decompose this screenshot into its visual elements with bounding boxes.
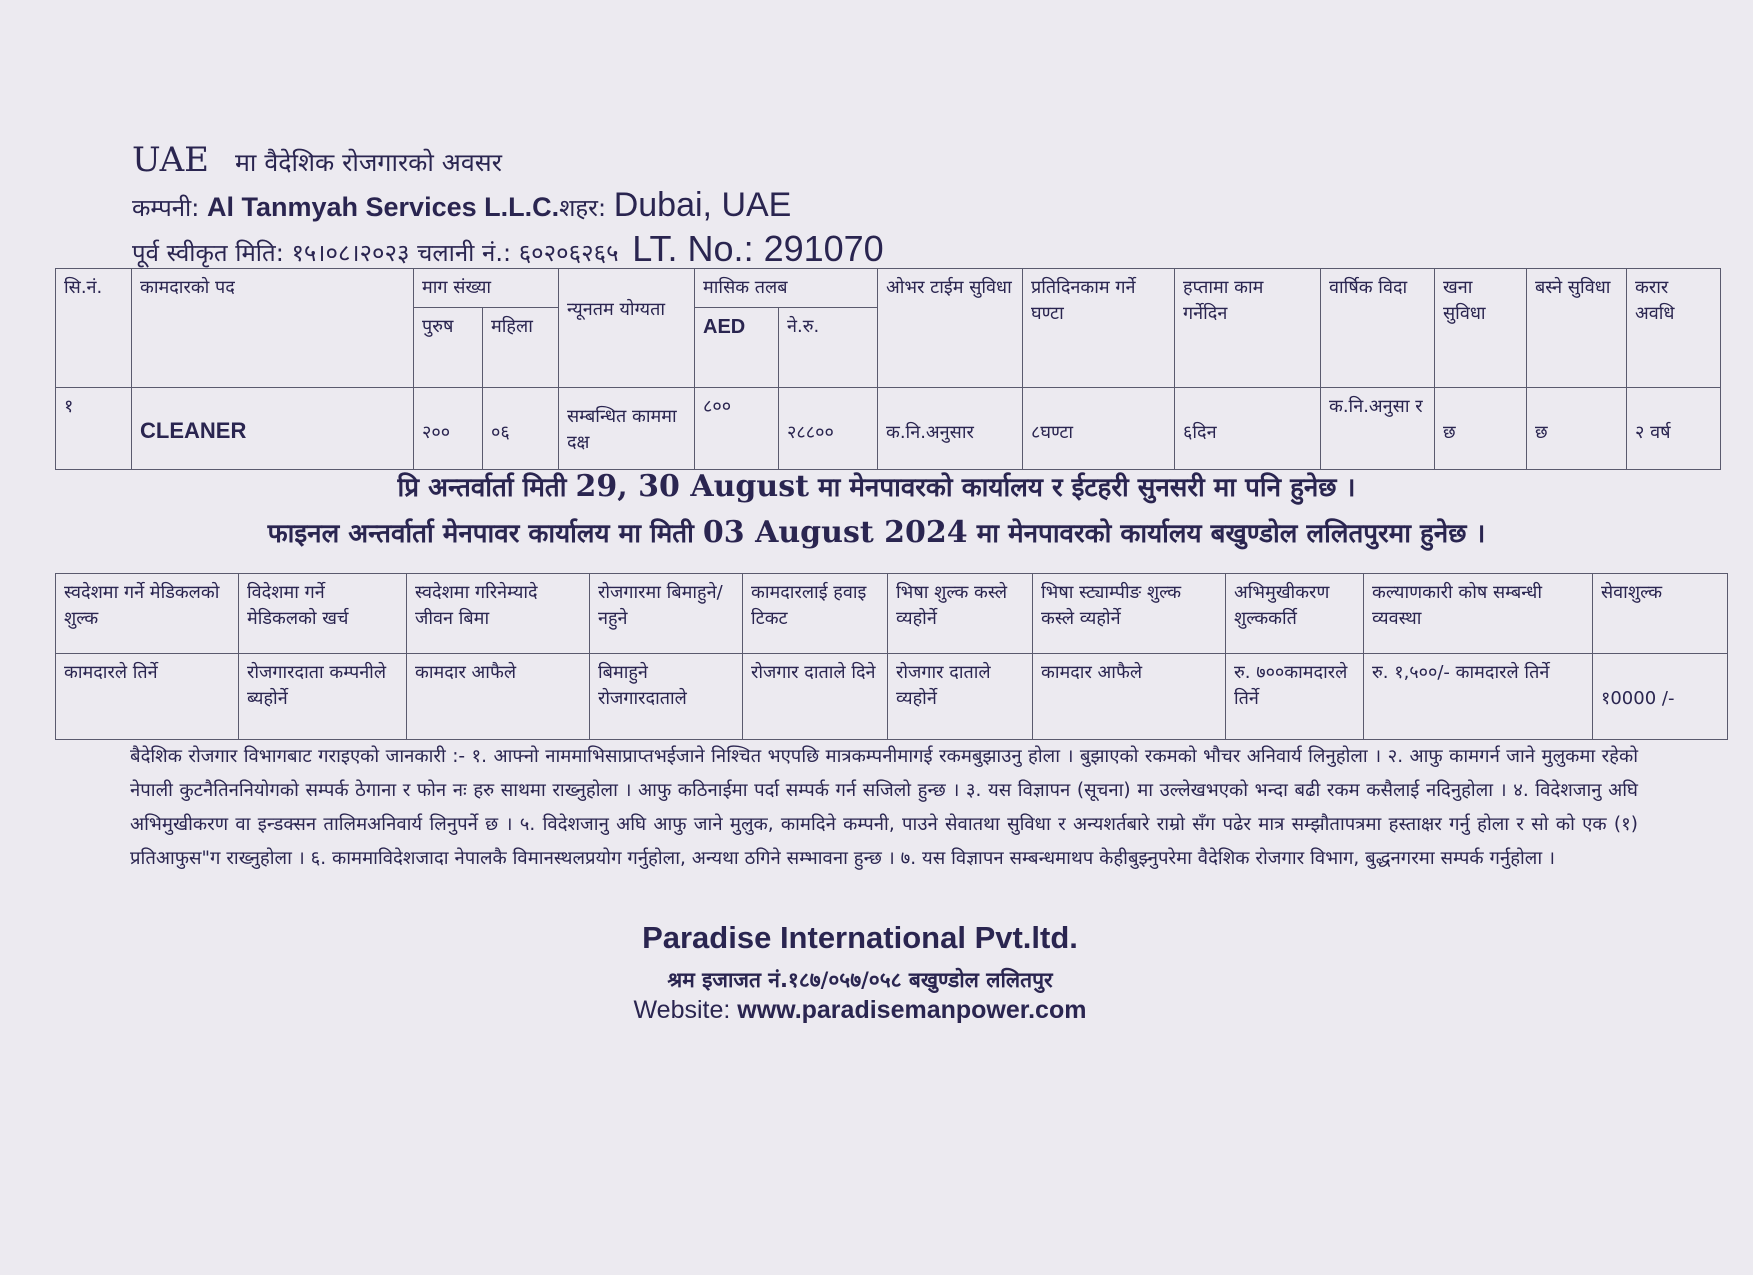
header-weekly-days: हप्तामा काम गर्नेदिन (1175, 269, 1321, 388)
cell-contract: २ वर्ष (1627, 388, 1721, 470)
cell-aed: ८०० (695, 388, 779, 470)
cell-sn: १ (56, 388, 132, 470)
cost-value-2: रोजगारदाता कम्पनीले ब्यहोर्ने (239, 654, 407, 740)
cell-food: छ (1435, 388, 1527, 470)
pre-interview-location: मा मेनपावरको कार्यालय र ईटहरी सुनसरी मा पनि हुनेछ । (818, 473, 1356, 503)
cell-female: ०६ (483, 388, 559, 470)
agency-name: Paradise International Pvt.ltd. (642, 920, 1078, 955)
company-label: कम्पनी: (132, 194, 200, 222)
pre-interview-text: प्रि अन्तर्वार्ता मिती (397, 473, 567, 503)
cost-value-1: कामदारले तिर्ने (56, 654, 239, 740)
header-sn: सि.नं. (56, 269, 132, 388)
cell-male: २०० (414, 388, 483, 470)
cost-value-4: बिमाहुने रोजगारदाताले (590, 654, 743, 740)
header-npr: ने.रु. (779, 308, 878, 388)
cost-header-3: स्वदेशमा गरिनेम्यादे जीवन बिमा (407, 574, 590, 654)
lt-number: LT. No.: 291070 (632, 228, 884, 269)
cell-position: CLEANER (132, 388, 414, 470)
cost-header-9: कल्याणकारी कोष सम्बन्धी व्यवस्था (1364, 574, 1593, 654)
cost-value-7: कामदार आफैले (1033, 654, 1226, 740)
header-salary: मासिक तलब (695, 269, 878, 308)
header-aed: AED (695, 308, 779, 388)
header-daily-hours: प्रतिदिनकाम गर्ने घण्टा (1023, 269, 1175, 388)
city-name: Dubai, UAE (613, 186, 792, 224)
cell-daily-hours: ८घण्टा (1023, 388, 1175, 470)
cost-header-8: अभिमुखीकरण शुल्ककर्ति (1226, 574, 1364, 654)
header-food: खना सुविधा (1435, 269, 1527, 388)
approval-label: पूर्व स्वीकृत मिति: (132, 239, 284, 267)
cell-overtime: क.नि.अनुसार (878, 388, 1023, 470)
header-overtime: ओभर टाईम सुविधा (878, 269, 1023, 388)
cost-header-7: भिषा स्ट्याम्पीङ शुल्क कस्ले व्यहोर्ने (1033, 574, 1226, 654)
country-label: UAE (132, 140, 209, 180)
cell-annual-leave: क.नि.अनुसा र (1321, 388, 1435, 470)
header-male: पुरुष (414, 308, 483, 388)
pre-interview-notice (0, 468, 1753, 504)
cost-value-6: रोजगार दाताले व्यहोर्ने (888, 654, 1033, 740)
opportunity-title: मा वैदेशिक रोजगारको अवसर (234, 148, 502, 177)
license-line: श्रम इजाजत नं.१८७/०५७/०५८ बखुण्डोल ललितपुर (667, 968, 1053, 992)
cost-value-5: रोजगार दाताले दिने (743, 654, 888, 740)
cell-qualification: सम्बन्धित काममा दक्ष (559, 388, 695, 470)
website-label: Website: (633, 996, 731, 1024)
cell-npr: २८८०० (779, 388, 878, 470)
cost-value-10: १0000 /- (1593, 654, 1728, 740)
cost-header-2: विदेशमा गर्ने मेडिकलको खर्च (239, 574, 407, 654)
cost-value-8: रु. ७००कामदारले तिर्ने (1226, 654, 1364, 740)
city-label: शहर: (559, 194, 607, 222)
government-notice: बैदेशिक रोजगार विभागबाट गराइएको जानकारी :- १. आफ्नो नाममाभिसाप्राप्तभईजाने निश्चित भएपछि मात्रकम्पनीमागई रकमबुझाउनु होला । बुझाएको रकमको भौचर अनिवार्य लिनुहोला । २. आफु कामगर्न जाने मुलुकमा रहेको नेपाली कुटनैतिननियोगको सम्पर्क ठेगाना र फोन नः हरु साथमा राख्नुहोला । आफु कठिनाईमा पर्दा सम्पर्क गर्न सजिलो हुन्छ । ३. यस विज्ञापन (सूचना) मा उल्लेखभएको भन्दा बढी रकम कसैलाई नदिनुहोला । ४. विदेशजानु अघि अभिमुखीकरण वा इन्डक्सन तालिमअनिवार्य लिनुपर्ने छ । ५. विदेशजानु अघि आफु जाने मुलुक, कामदिने कम्पनी, पाउने सेवातथा सुविधा र अन्यशर्तबारे राम्रो सँग पढेर मात्र सम्झौतापत्रमा हस्ताक्षर गर्नु होला र सो को एक (१) प्रतिआफुस"ग राख्नुहोला । ६. काममाविदेशजादा नेपालकै विमानस्थलप्रयोग गर्नुहोला, अन्यथा ठगिने सम्भावना हुन्छ । ७. यस विज्ञापन सम्बन्धमाथप केहीबुझ्नुपरेमा वैदेशिक रोजगार विभाग, बुद्धनगरमा सम्पर्क गर्नुहोला । (130, 746, 1638, 869)
cost-header-1: स्वदेशमा गर्ने मेडिकलको शुल्क (56, 574, 239, 654)
header-female: महिला (483, 308, 559, 388)
lot-number: ६०२०६२६५ (518, 239, 619, 267)
final-interview-text: फाइनल अन्तर्वार्ता मेनपावर कार्यालय मा मिती (267, 519, 694, 549)
header-annual-leave: वार्षिक विदा (1321, 269, 1435, 388)
final-interview-location: मा मेनपावरको कार्यालय बखुण्डोल ललितपुरमा हुनेछ । (976, 519, 1486, 549)
costs-table (55, 573, 1728, 740)
cell-accommodation: छ (1527, 388, 1627, 470)
header-title-line (132, 140, 502, 180)
cost-value-3: कामदार आफैले (407, 654, 590, 740)
cost-header-5: कामदारलाई हवाइ टिकट (743, 574, 888, 654)
header-position: कामदारको पद (132, 269, 414, 388)
company-line (132, 186, 791, 225)
final-interview-date: 03 August 2024 (702, 515, 968, 550)
cost-header-4: रोजगारमा बिमाहुने/नहुने (590, 574, 743, 654)
website-link[interactable]: www.paradisemanpower.com (737, 996, 1087, 1024)
company-name: Al Tanmyah Services L.L.C. (206, 192, 560, 222)
cost-value-9: रु. १,५००/- कामदारले तिर्ने (1364, 654, 1593, 740)
header-demand: माग संख्या (414, 269, 559, 308)
header-contract: करार अवधि (1627, 269, 1721, 388)
job-details-table (55, 268, 1721, 470)
lot-label: चलानी नं.: (417, 239, 512, 267)
table-row (56, 654, 1728, 740)
header-qualification: न्यूनतम योग्यता (559, 269, 695, 388)
approval-date: १५।०८।२०२३ (291, 239, 410, 267)
approval-line (132, 228, 884, 270)
pre-interview-date: 29, 30 August (575, 469, 809, 504)
cost-header-10: सेवाशुल्क (1593, 574, 1728, 654)
header-accommodation: बस्ने सुविधा (1527, 269, 1627, 388)
cell-weekly-days: ६दिन (1175, 388, 1321, 470)
table-row (56, 388, 1721, 470)
final-interview-notice (0, 514, 1753, 550)
website-line (560, 996, 1160, 1025)
cost-header-6: भिषा शुल्क कस्ले व्यहोर्ने (888, 574, 1033, 654)
